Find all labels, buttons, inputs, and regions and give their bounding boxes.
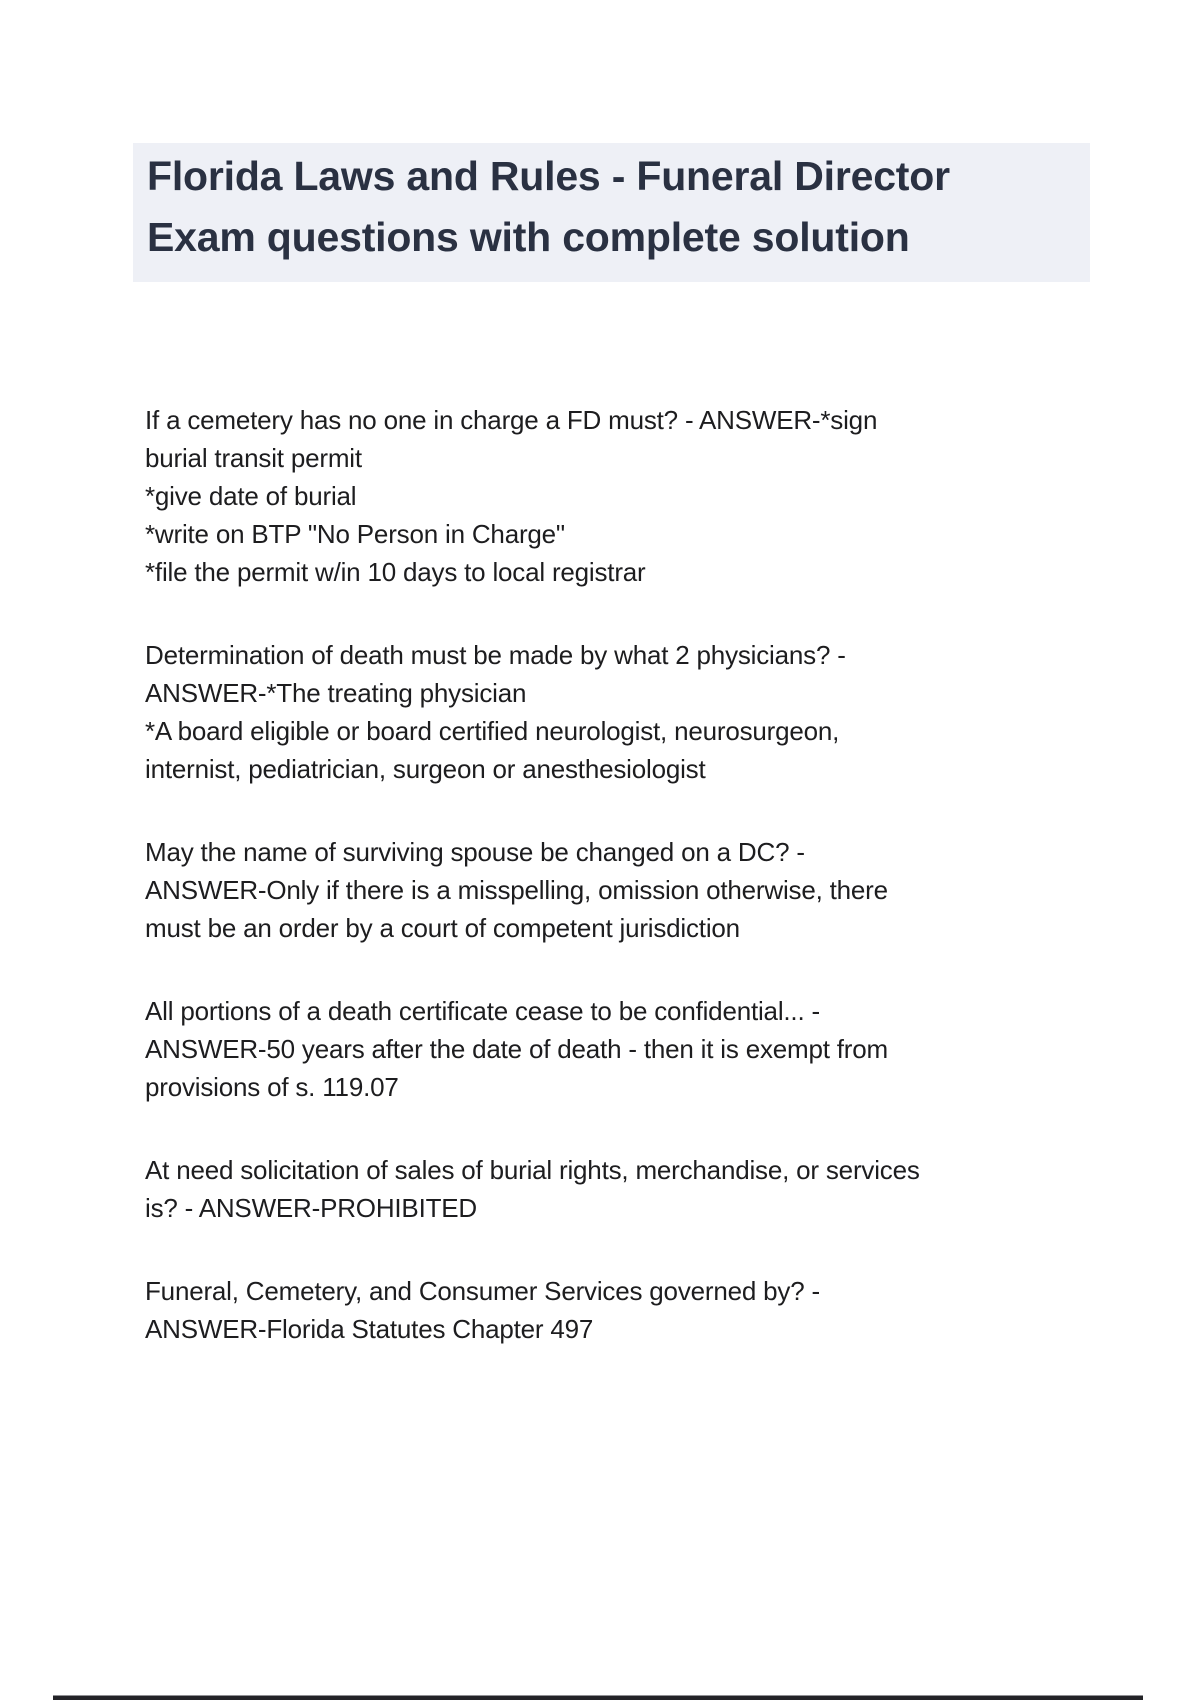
qa-line: is? - ANSWER-PROHIBITED [145, 1193, 477, 1223]
qa-line: At need solicitation of sales of burial rights, merchandise, or services [145, 1155, 920, 1185]
qa-line: *file the permit w/in 10 days to local registrar [145, 557, 646, 587]
qa-line: All portions of a death certificate cease to be confidential... - [145, 996, 820, 1026]
qa-line: ANSWER-50 years after the date of death - then it is exempt from [145, 1034, 888, 1064]
qa-paragraph [145, 401, 1085, 591]
qa-line: provisions of s. 119.07 [145, 1072, 399, 1102]
document-title-line-1: Florida Laws and Rules - Funeral Director [147, 153, 950, 199]
qa-line: ANSWER-*The treating physician [145, 678, 527, 708]
qa-line: ANSWER-Only if there is a misspelling, omission otherwise, there [145, 875, 888, 905]
qa-line: If a cemetery has no one in charge a FD must? - ANSWER-*sign [145, 405, 878, 435]
document-title-highlight [133, 143, 1090, 282]
qa-line: *A board eligible or board certified neurologist, neurosurgeon, [145, 716, 840, 746]
qa-line: burial transit permit [145, 443, 362, 473]
qa-paragraph [145, 636, 1085, 788]
qa-line: internist, pediatrician, surgeon or anesthesiologist [145, 754, 706, 784]
qa-line: Funeral, Cemetery, and Consumer Services governed by? - [145, 1276, 820, 1306]
document-title-line-2: Exam questions with complete solution [147, 214, 910, 260]
qa-line: *give date of burial [145, 481, 357, 511]
qa-line: *write on BTP "No Person in Charge" [145, 519, 565, 549]
qa-list [145, 401, 1085, 1393]
qa-line: Determination of death must be made by what 2 physicians? - [145, 640, 846, 670]
qa-line: May the name of surviving spouse be changed on a DC? - [145, 837, 805, 867]
qa-paragraph [145, 992, 1085, 1106]
qa-line: must be an order by a court of competent jurisdiction [145, 913, 740, 943]
qa-paragraph [145, 833, 1085, 947]
qa-paragraph [145, 1272, 1085, 1348]
next-page-top-border [53, 1695, 1143, 1700]
qa-line: ANSWER-Florida Statutes Chapter 497 [145, 1314, 594, 1344]
qa-paragraph [145, 1151, 1085, 1227]
